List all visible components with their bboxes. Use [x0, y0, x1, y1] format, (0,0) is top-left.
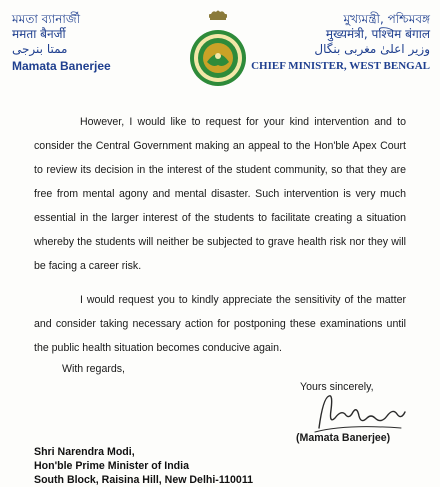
- sign-off: Yours sincerely,: [300, 381, 374, 393]
- name-hindi: ममता बैनर्जी: [12, 27, 66, 41]
- letterhead-right: [251, 12, 430, 74]
- title-english: CHIEF MINISTER, WEST BENGAL: [251, 60, 430, 72]
- title-urdu: وزیر اعلیٰ مغربی بنگال: [314, 42, 430, 56]
- signer-name: (Mamata Banerjee): [296, 432, 391, 444]
- addressee-block: [34, 445, 253, 487]
- title-bengali: মুখ্যমন্ত্রী, পশ্চিমবঙ্গ: [343, 12, 430, 26]
- west-bengal-emblem-icon: [183, 10, 253, 90]
- regards: With regards,: [62, 363, 125, 375]
- name-urdu: ممتا بنرجی: [12, 42, 68, 56]
- name-bengali: মমতা ব্যানার্জী: [12, 12, 81, 26]
- title-hindi: मुख्यमंत्री, पश्चिम बंगाल: [325, 27, 430, 41]
- letter-body: [34, 110, 406, 360]
- name-english: Mamata Banerjee: [12, 59, 111, 73]
- letterhead: [0, 0, 440, 110]
- addressee-name: Shri Narendra Modi,: [34, 446, 135, 458]
- handwritten-signature: [305, 388, 415, 438]
- addressee-title: Hon'ble Prime Minister of India: [34, 460, 189, 472]
- paragraph-1: However, I would like to request for your kind intervention and to consider the Central Government making an appeal to the Hon'ble Apex Court to review its decision in the interest of the student community, so that they are free from mental agony and mental disaster. Such intervention is very much essential in the larger interest of the students to facilitate creating a situation whereby the students will neither be subjected to grave health risk nor they will be facing a career risk.: [34, 116, 406, 272]
- letterhead-left: [12, 12, 111, 74]
- paragraph-2: I would request you to kindly appreciate the sensitivity of the matter and consider taking necessary action for postponing these examinations until the public health situation becomes conducive again.: [34, 294, 406, 354]
- addressee-address: South Block, Raisina Hill, New Delhi-110011: [34, 474, 254, 486]
